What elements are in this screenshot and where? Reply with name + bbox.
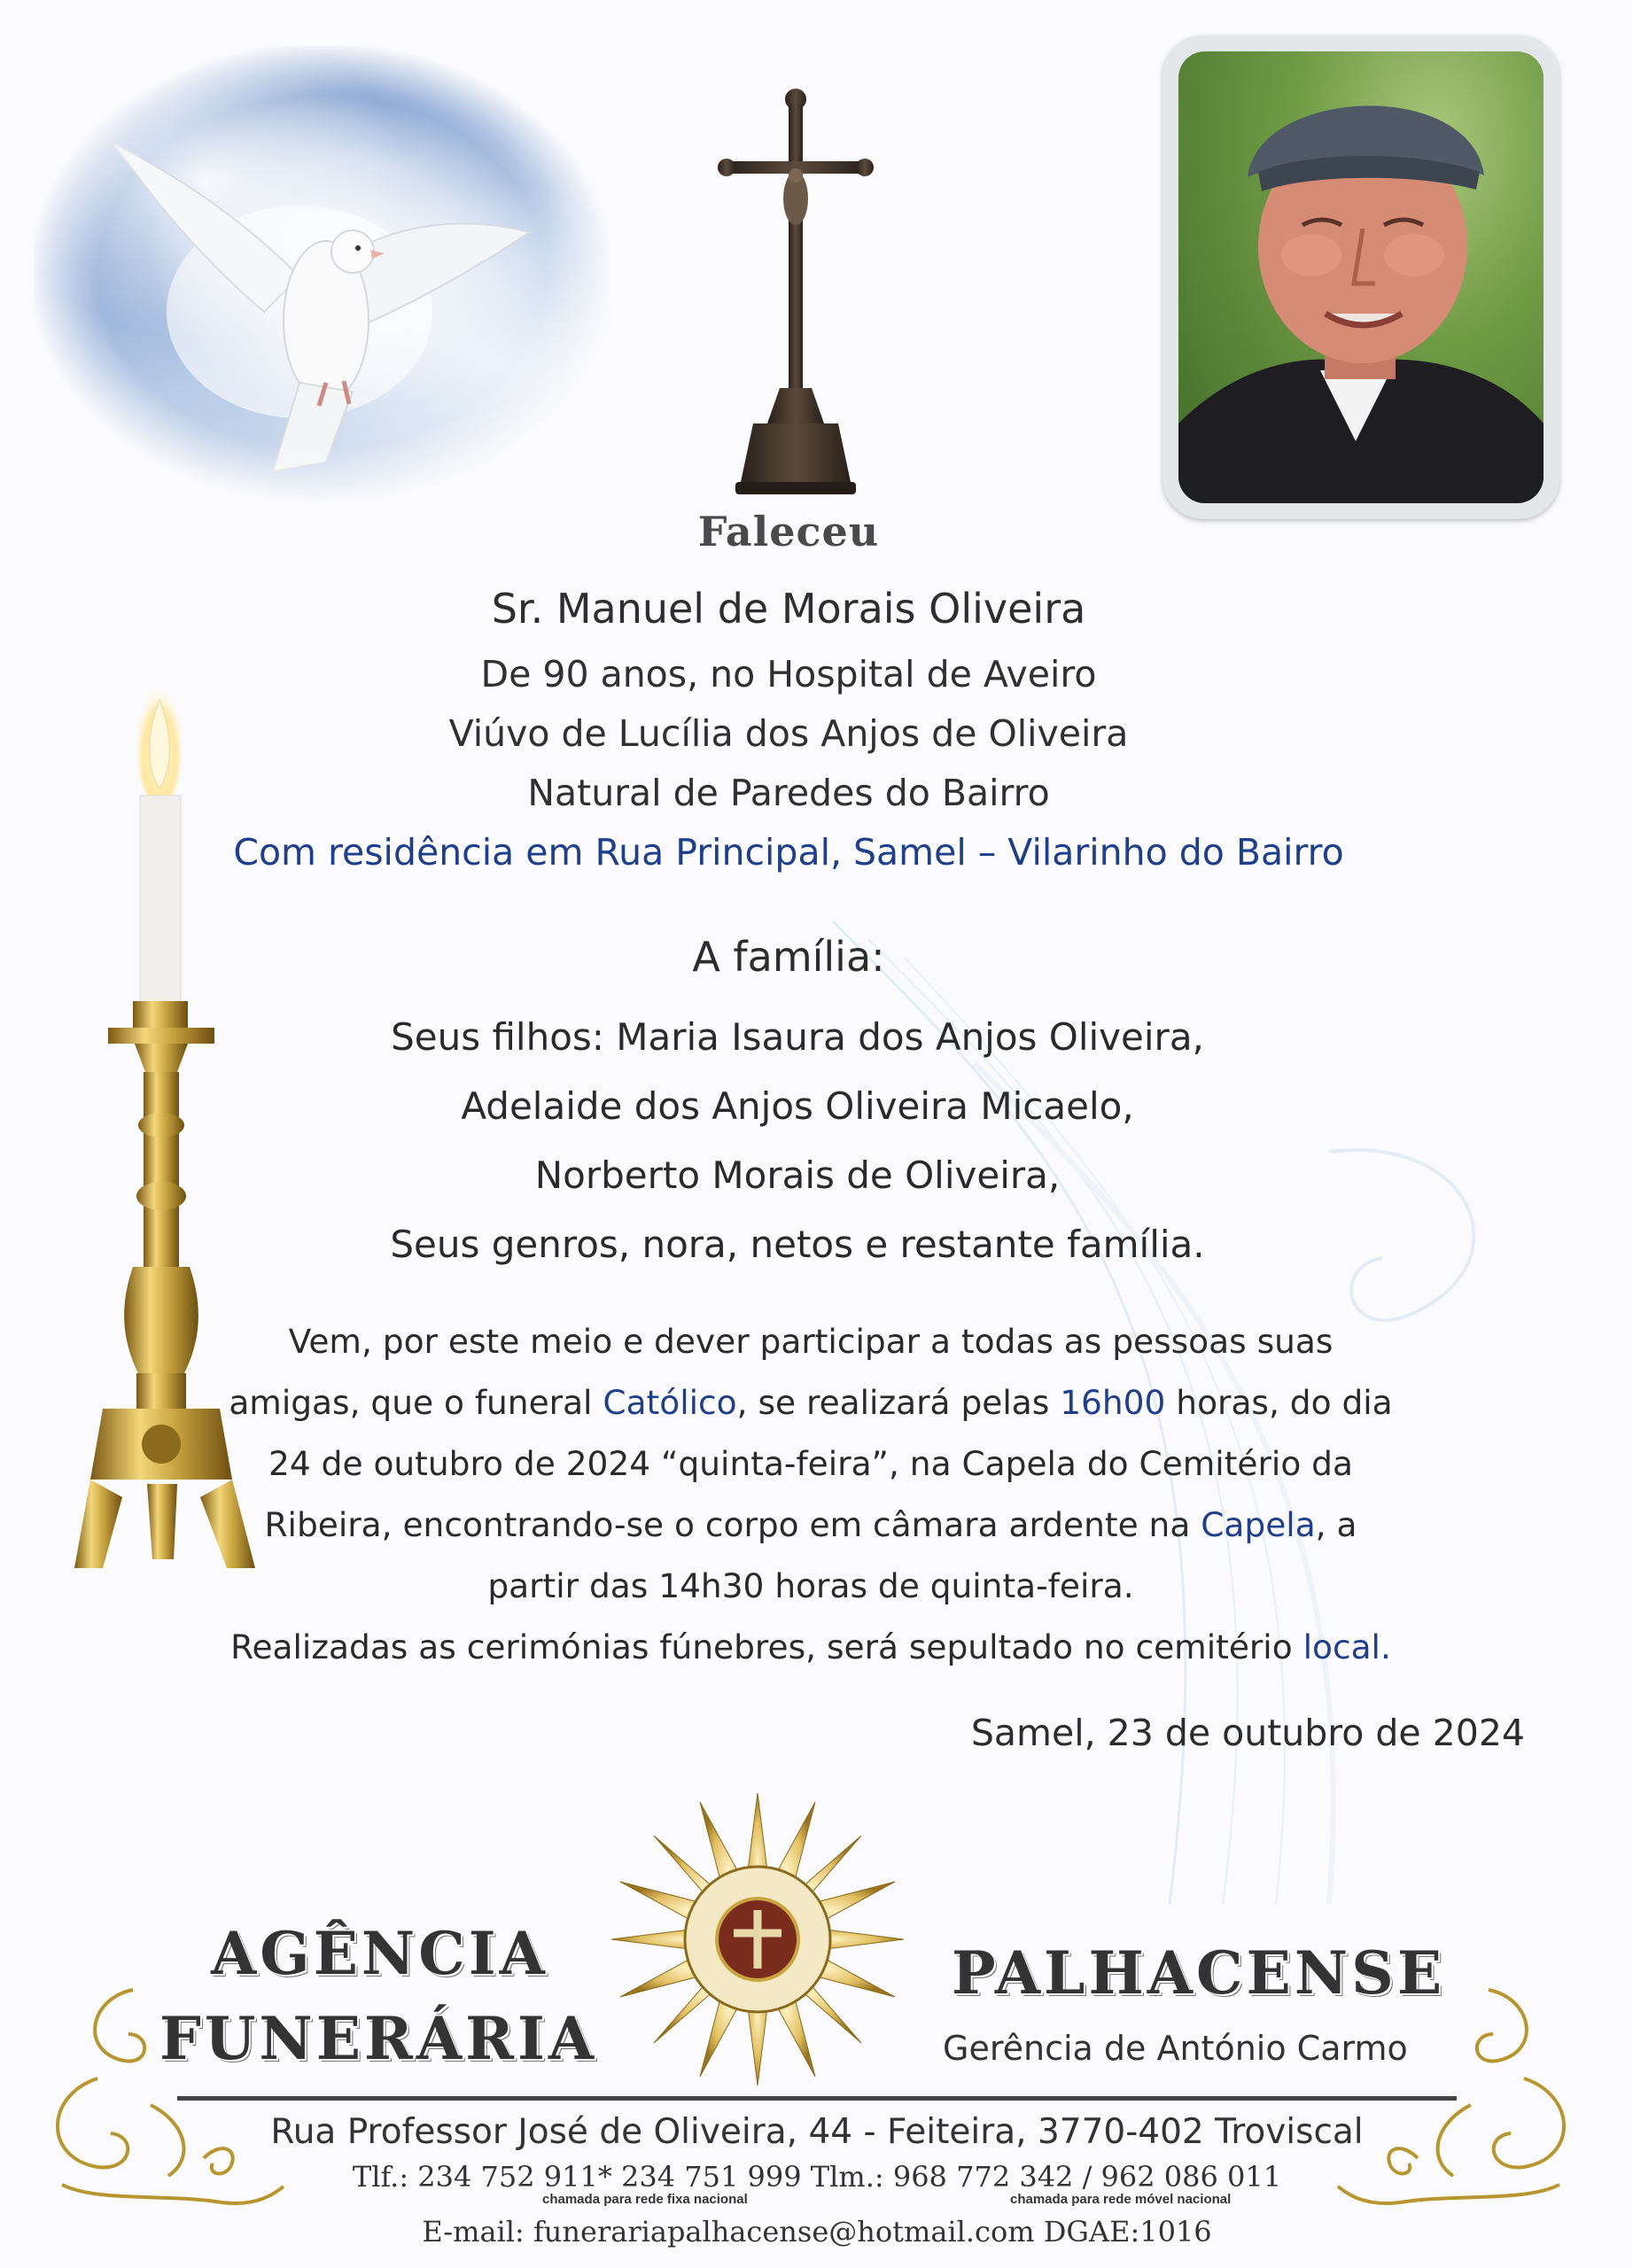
deceased-natural: Natural de Paredes do Bairro [527,772,1050,814]
agency-word-agencia: AGÊNCIA [211,1919,548,1988]
heading-faleceu: Faleceu [697,508,880,555]
family-list [266,1003,1329,1279]
funeral-announcement [204,1311,1418,1678]
cemetery-highlight: local. [1303,1627,1391,1666]
deceased-widow: Viúvo de Lucília dos Anjos de Oliveira [448,712,1129,755]
announcement-line: partir das 14h30 horas de quinta-feira. [487,1566,1134,1605]
family-line: Norberto Morais de Oliveira, [534,1153,1061,1197]
agency-management: Gerência de António Carmo [943,2029,1408,2068]
family-line: Seus filhos: Maria Isaura dos Anjos Oliveira, [391,1015,1204,1059]
agency-phones: Tlf.: 234 752 911* 234 751 999 Tlm.: 968 772 342 / 962 086 011 [352,2160,1282,2194]
chapel-highlight: Capela [1201,1505,1316,1544]
deceased-name: Sr. Manuel de Morais Oliveira [491,585,1086,633]
deceased-age-place: De 90 anos, no Hospital de Aveiro [480,653,1097,695]
agency-word-palhacense: PALHACENSE [952,1938,1446,2008]
announcement-line: Ribeira, encontrando-se o corpo em câmara ardente na Capela, a [264,1505,1357,1544]
note-mobile-line: chamada para rede móvel nacional [1010,2192,1232,2207]
announcement-line: 24 de outubro de 2024 “quinta-feira”, na Capela do Cemitério da [268,1444,1353,1483]
deceased-residence: Com residência em Rua Principal, Samel – Vilarinho do Bairro [233,831,1344,874]
announcement-line: amigas, que o funeral Católico, se realizará pelas 16h00 horas, do dia [229,1383,1393,1422]
agency-address: Rua Professor José de Oliveira, 44 - Feiteira, 3770-402 Troviscal [270,2112,1364,2152]
family-line: Adelaide dos Anjos Oliveira Micaelo, [461,1084,1134,1128]
time-highlight: 16h00 [1060,1383,1166,1422]
dove-image [34,46,610,500]
family-title: A família: [692,933,885,981]
portrait-image [1178,51,1544,503]
announcement-line: Vem, por este meio e dever participar a todas as pessoas suas [288,1322,1334,1361]
agency-word-funeraria: FUNERÁRIA [159,2004,598,2073]
place-date: Samel, 23 de outubro de 2024 [970,1712,1525,1754]
portrait-frame [1163,35,1559,519]
agency-emblem-logo [611,1793,904,2085]
note-fixed-line: chamada para rede fixa nacional [542,2192,748,2207]
agency-email: E-mail: funerariapalhacense@hotmail.com DGAE:1016 [422,2215,1212,2249]
religion-highlight: Católico [603,1383,737,1422]
crucifix-image [718,87,874,496]
footer-divider [177,2096,1457,2101]
announcement-line: Realizadas as cerimónias fúnebres, será sepultado no cemitério local. [230,1627,1391,1666]
family-line: Seus genros, nora, netos e restante família. [390,1223,1205,1266]
